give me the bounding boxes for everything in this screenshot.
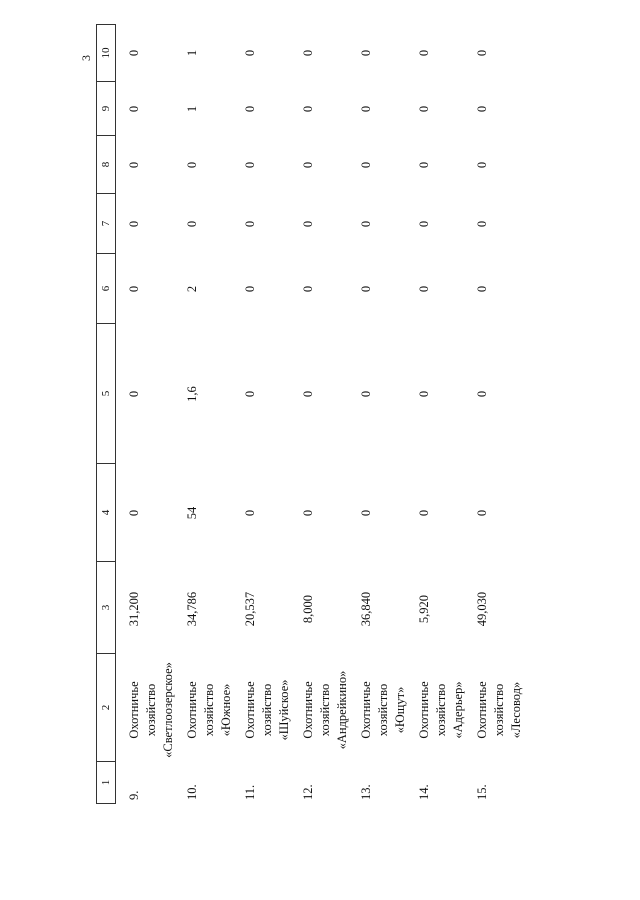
farm-name [300, 660, 351, 760]
page-number: 3 [79, 55, 93, 61]
farm-name-line: хозяйство [376, 683, 390, 737]
value-col-4: 0 [475, 509, 489, 517]
value-col-5: 0 [475, 390, 489, 398]
area-value: 8,000 [301, 594, 315, 624]
value-col-7: 0 [127, 220, 141, 228]
value-col-4: 54 [185, 506, 199, 520]
farm-name-line: Охотничье [185, 681, 199, 739]
farm-name-line: хозяйство [492, 683, 506, 737]
farm-name-line: хозяйство [434, 683, 448, 737]
value-col-8: 0 [127, 161, 141, 169]
value-col-10: 0 [359, 49, 373, 57]
value-col-6: 0 [127, 285, 141, 293]
value-col-5: 0 [417, 390, 431, 398]
value-col-10: 0 [127, 49, 141, 57]
column-header-1: 1 [97, 762, 115, 804]
farm-name-line: хозяйство [318, 683, 332, 737]
farm-name-line: «Лесовод» [509, 681, 523, 739]
farm-name [416, 660, 467, 760]
column-header-3: 3 [97, 562, 115, 654]
value-col-8: 0 [243, 161, 257, 169]
value-col-6: 0 [301, 285, 315, 293]
column-header-9: 9 [97, 82, 115, 136]
table-row [354, 24, 412, 804]
row-number: 12. [301, 784, 315, 800]
value-col-7: 0 [417, 220, 431, 228]
value-col-7: 0 [475, 220, 489, 228]
value-col-9: 0 [127, 105, 141, 113]
value-col-8: 0 [301, 161, 315, 169]
table-row [238, 24, 296, 804]
farm-name-line: «Адерьер» [451, 681, 465, 739]
table-row [296, 24, 354, 804]
value-col-4: 0 [243, 509, 257, 517]
row-number: 9. [127, 790, 141, 800]
table-row [412, 24, 470, 804]
farm-name [184, 660, 235, 760]
value-col-7: 0 [185, 220, 199, 228]
area-value: 31,200 [127, 591, 141, 627]
value-col-9: 0 [301, 105, 315, 113]
value-col-9: 0 [417, 105, 431, 113]
area-value: 49,030 [475, 591, 489, 627]
table-row [180, 24, 238, 804]
farm-name-line: Охотничье [417, 681, 431, 739]
value-col-4: 0 [417, 509, 431, 517]
farm-name [126, 660, 177, 760]
area-value: 34,786 [185, 591, 199, 627]
farm-name-line: «Ющут» [393, 686, 407, 734]
value-col-5: 0 [301, 390, 315, 398]
area-value: 36,840 [359, 591, 373, 627]
value-col-8: 0 [359, 161, 373, 169]
farm-name-line: Охотничье [243, 681, 257, 739]
row-number: 11. [243, 784, 257, 800]
value-col-8: 0 [417, 161, 431, 169]
value-col-5: 0 [243, 390, 257, 398]
rotated-table-frame [96, 24, 536, 804]
value-col-5: 0 [359, 390, 373, 398]
value-col-7: 0 [359, 220, 373, 228]
value-col-6: 0 [417, 285, 431, 293]
value-col-9: 0 [359, 105, 373, 113]
value-col-6: 2 [185, 285, 199, 293]
column-header-5: 5 [97, 324, 115, 464]
farm-name-line: хозяйство [202, 683, 216, 737]
value-col-10: 0 [301, 49, 315, 57]
value-col-8: 0 [475, 161, 489, 169]
table-row [470, 24, 528, 804]
value-col-6: 0 [243, 285, 257, 293]
value-col-10: 0 [475, 49, 489, 57]
farm-name-line: Охотничье [127, 681, 141, 739]
value-col-4: 0 [127, 509, 141, 517]
value-col-10: 0 [243, 49, 257, 57]
farm-name-line: Охотничье [359, 681, 373, 739]
value-col-8: 0 [185, 161, 199, 169]
table-header-row [96, 24, 116, 804]
farm-name [242, 660, 293, 760]
farm-name-line: «Южное» [219, 683, 233, 737]
value-col-6: 0 [359, 285, 373, 293]
farm-name-line: «Светлоозерское» [161, 662, 175, 758]
row-number: 13. [359, 784, 373, 800]
value-col-6: 0 [475, 285, 489, 293]
value-col-10: 0 [417, 49, 431, 57]
farm-name [358, 660, 409, 760]
farm-name-line: Охотничье [301, 681, 315, 739]
value-col-4: 0 [301, 509, 315, 517]
farm-name-line: «Андрейкино» [335, 670, 349, 750]
data-table [96, 24, 536, 804]
column-header-10: 10 [97, 24, 115, 82]
row-number: 15. [475, 784, 489, 800]
column-header-6: 6 [97, 254, 115, 324]
farm-name [474, 660, 525, 760]
value-col-9: 1 [185, 105, 199, 113]
value-col-7: 0 [301, 220, 315, 228]
value-col-10: 1 [185, 49, 199, 57]
row-number: 14. [417, 784, 431, 800]
column-header-2: 2 [97, 654, 115, 762]
value-col-5: 1,6 [185, 386, 199, 402]
value-col-9: 0 [243, 105, 257, 113]
farm-name-line: Охотничье [475, 681, 489, 739]
table-row [122, 24, 180, 804]
farm-name-line: хозяйство [260, 683, 274, 737]
area-value: 5,920 [417, 594, 431, 624]
value-col-9: 0 [475, 105, 489, 113]
column-header-7: 7 [97, 194, 115, 254]
value-col-4: 0 [359, 509, 373, 517]
row-number: 10. [185, 784, 199, 800]
column-header-4: 4 [97, 464, 115, 562]
area-value: 20,537 [243, 591, 257, 627]
farm-name-line: хозяйство [144, 683, 158, 737]
column-header-8: 8 [97, 136, 115, 194]
value-col-7: 0 [243, 220, 257, 228]
farm-name-line: «Шуйское» [277, 679, 291, 741]
value-col-5: 0 [127, 390, 141, 398]
